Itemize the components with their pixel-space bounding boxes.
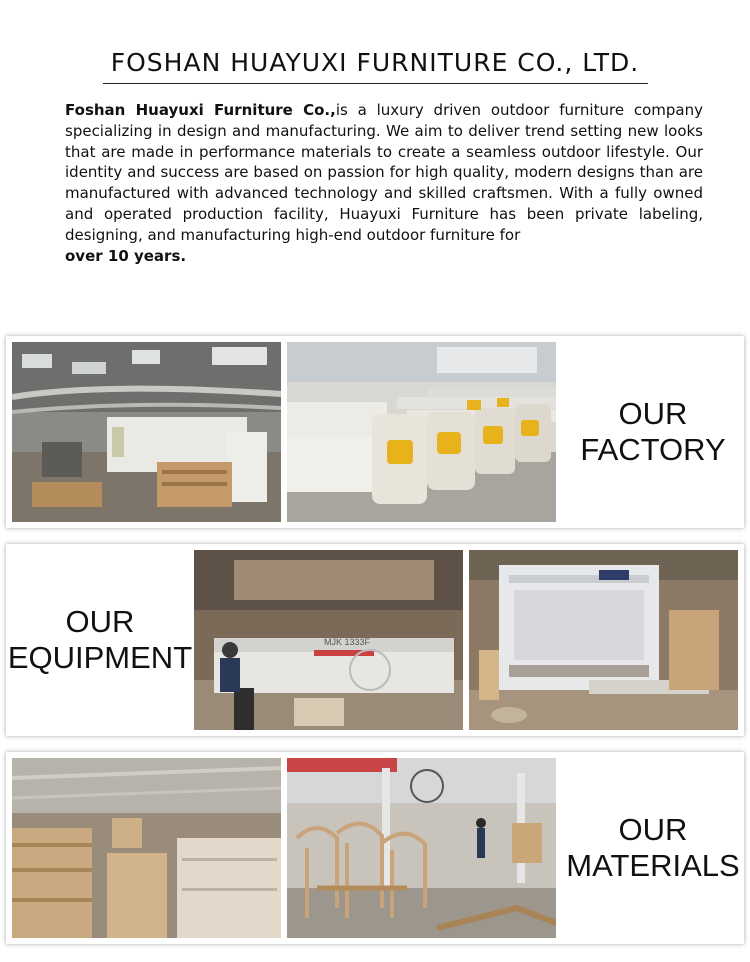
intro-body: is a luxury driven outdoor furniture company specializing in design and manufacturing. We aim to deliver trend setting new looks that are made in performance materials to create a seamless outdoor lifestyle. Our identity and success are based on passion for high quality, modern designs than are manufactured with advanced technology and skilled craftsmen. With a fully owned and operated production facility, Huayuxi Furniture has been private labeling, designing, and manufacturing high-end outdoor furniture for [65,101,703,244]
page-title: FOSHAN HUAYUXI FURNITURE CO., LTD. [110,48,640,77]
materials-panel [6,752,744,944]
company-intro [65,100,703,266]
equipment-label: OUR EQUIPMENT [7,604,193,675]
materials-warehouse-photo [12,758,281,938]
intro-closing: over 10 years. [65,246,187,265]
company-name: Foshan Huayuxi Furniture Co., [65,101,336,119]
title-underline [103,83,648,84]
materials-chair-frames-photo [287,758,556,938]
equipment-panel [6,544,744,736]
equipment-saw-photo [194,550,463,730]
equipment-press-photo [469,550,738,730]
materials-label: OUR MATERIALS [566,812,740,883]
factory-sofa-photo [287,342,556,522]
factory-label: OUR FACTORY [580,396,726,467]
factory-panel [6,336,744,528]
factory-workshop-photo [12,342,281,522]
machine-label-text: MJK 1333F [324,637,371,647]
